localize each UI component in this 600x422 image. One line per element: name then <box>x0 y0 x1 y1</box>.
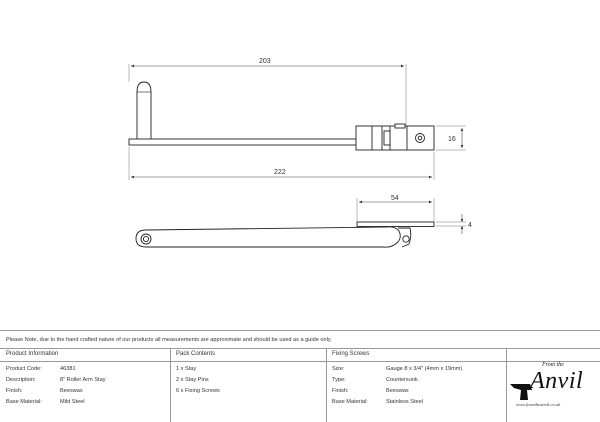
dimension-4: 4 <box>468 222 472 229</box>
dimension-203: 203 <box>259 58 271 65</box>
product-info-value: Beeswax <box>60 388 83 394</box>
pivot-hole <box>403 236 409 242</box>
dimension-54: 54 <box>391 195 399 202</box>
arm-side-view <box>136 227 400 247</box>
product-info-value: 8" Roller Arm Stay <box>60 377 106 383</box>
pack-contents-item: 1 x Stay <box>176 366 197 372</box>
fixing-screws-label: Finish: <box>332 388 349 394</box>
fixing-screws-label: Size: <box>332 366 345 372</box>
pack-contents-item: 2 x Stay Pins <box>176 377 209 383</box>
pack-contents-item: 6 x Fixing Screws <box>176 388 220 394</box>
fixing-screws-value: Gauge 8 x 3/4" (4mm x 19mm) <box>386 366 463 372</box>
from-the-anvil-logo <box>508 360 594 416</box>
fixing-screws-value: Stainless Steel <box>386 399 424 405</box>
dimension-16: 16 <box>448 136 456 143</box>
disclaimer-note: Please Note, due to the hand crafted nature of our products all measurements are approximate and should be used as a guide only. <box>6 337 332 343</box>
product-info-label: Base Material: <box>6 399 42 405</box>
roller-pin <box>137 82 151 140</box>
dimension-222: 222 <box>274 169 286 176</box>
side-view <box>136 198 466 247</box>
bracket-plate <box>357 222 434 227</box>
product-info-value: Mild Steel <box>60 399 85 405</box>
info-panel <box>0 330 600 422</box>
logo-wordmark: Anvil <box>530 368 584 394</box>
fixing-screws-value: Beeswax <box>386 388 409 394</box>
top-view <box>129 64 466 180</box>
product-info-title: Product Information <box>6 351 59 357</box>
fixing-screws-title: Fixing Screws <box>332 351 370 357</box>
fixing-screws-label: Base Material: <box>332 399 368 405</box>
logo-from-text: From the <box>542 362 564 368</box>
fixing-screws-label: Type: <box>332 377 346 383</box>
fixing-screws-value: Countersunk <box>386 377 418 383</box>
pack-contents-title: Pack Contents <box>176 351 216 357</box>
product-info-label: Finish: <box>6 388 23 394</box>
product-info-label: Product Code: <box>6 366 42 372</box>
logo-url: www.fromtheanvil.co.uk <box>516 402 561 407</box>
product-info-value: 46381 <box>60 366 76 372</box>
product-info-label: Description: <box>6 377 36 383</box>
